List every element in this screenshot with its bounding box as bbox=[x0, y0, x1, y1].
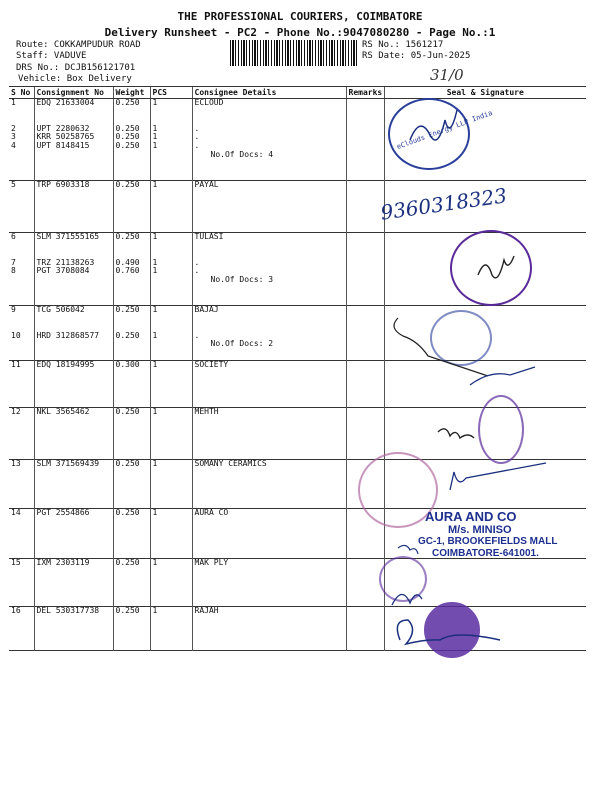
cell-seal-signature bbox=[384, 607, 586, 651]
cell-weight bbox=[113, 408, 150, 460]
cell-weight bbox=[113, 509, 150, 559]
cell-weight bbox=[113, 559, 150, 607]
cell-consignment bbox=[34, 361, 113, 408]
cell-consignee bbox=[192, 233, 346, 306]
aura-stamp-line2: M/s. MINISO bbox=[448, 524, 512, 536]
cell-line: MAK PLY bbox=[194, 558, 229, 567]
cell-sno bbox=[9, 509, 34, 559]
cell-line: . bbox=[194, 123, 200, 133]
cell-line: EDQ 21633004 bbox=[36, 98, 95, 107]
cell-line: RAJAH bbox=[194, 606, 219, 615]
cell-line bbox=[11, 108, 32, 117]
cell-line bbox=[116, 242, 148, 251]
cell-consignment bbox=[34, 460, 113, 509]
rs-date: RS Date: 05-Jun-2025 bbox=[362, 51, 471, 61]
aura-stamp-line1: AURA AND CO bbox=[425, 509, 517, 524]
cell-line: 1 bbox=[152, 305, 158, 314]
cell-pcs bbox=[150, 306, 192, 361]
makply-seal bbox=[379, 556, 427, 602]
cell-line: PGT 2554866 bbox=[36, 508, 90, 517]
cell-line bbox=[153, 242, 190, 251]
cell-line: HRD 312868577 bbox=[36, 330, 100, 340]
cell-line: 0.250 bbox=[115, 558, 140, 567]
cell-line bbox=[37, 108, 111, 117]
cell-line: 0.250 bbox=[115, 508, 140, 517]
cell-line bbox=[153, 116, 190, 125]
cell-line bbox=[195, 250, 344, 259]
cell-remarks bbox=[346, 181, 384, 233]
cell-line bbox=[116, 108, 148, 117]
cell-consignee bbox=[192, 306, 346, 361]
route-label: Route: COKKAMPUDUR ROAD bbox=[16, 40, 141, 50]
cell-line: 16 bbox=[11, 606, 21, 615]
cell-line: PAYAL bbox=[194, 180, 219, 189]
cell-line: 13 bbox=[11, 459, 21, 468]
cell-sno bbox=[9, 181, 34, 233]
col-consignee: Consignee Details bbox=[192, 87, 346, 99]
cell-consignment bbox=[34, 509, 113, 559]
cell-consignment bbox=[34, 559, 113, 607]
cell-line: TRZ 21138263 bbox=[36, 257, 95, 267]
cell-line: 1 bbox=[152, 360, 158, 369]
col-pcs: PCS bbox=[150, 87, 192, 99]
docs-count: No.Of Docs: 3 bbox=[210, 274, 274, 284]
cell-remarks bbox=[346, 99, 384, 181]
cell-line bbox=[153, 250, 190, 259]
cell-line: 0.250 bbox=[115, 330, 140, 340]
col-consignment: Consignment No bbox=[34, 87, 113, 99]
ecloud-seal-text: eClouds Energy LLP India bbox=[395, 108, 494, 152]
cell-consignee bbox=[192, 607, 346, 651]
cell-remarks bbox=[346, 306, 384, 361]
rajah-seal bbox=[424, 602, 480, 658]
cell-line: MEHTH bbox=[194, 407, 219, 416]
cell-consignment bbox=[34, 233, 113, 306]
cell-line: SOMANY CERAMICS bbox=[194, 459, 267, 468]
cell-line: 4 bbox=[11, 140, 16, 150]
cell-pcs bbox=[150, 509, 192, 559]
handwritten-count: 31/0 bbox=[430, 66, 464, 84]
tulasi-seal bbox=[450, 230, 532, 306]
cell-pcs bbox=[150, 460, 192, 509]
cell-line: 14 bbox=[11, 508, 21, 517]
cell-line: TRP 6903318 bbox=[36, 180, 90, 189]
ecloud-seal bbox=[388, 98, 494, 170]
cell-consignee bbox=[192, 509, 346, 559]
payal-phone-handwritten: 9360318323 bbox=[378, 183, 509, 225]
cell-line: 0.250 bbox=[115, 606, 140, 615]
cell-line: 1 bbox=[152, 558, 158, 567]
cell-line bbox=[11, 315, 32, 324]
cell-line: KRR 50258765 bbox=[36, 132, 95, 142]
cell-line bbox=[37, 242, 111, 251]
cell-line: 0.760 bbox=[115, 266, 140, 276]
cell-line: DEL 530317738 bbox=[36, 606, 100, 615]
cell-pcs bbox=[150, 559, 192, 607]
cell-sno bbox=[9, 361, 34, 408]
cell-line: 9 bbox=[11, 305, 16, 314]
cell-line: 1 bbox=[152, 123, 158, 133]
cell-line: 12 bbox=[11, 407, 21, 416]
cell-consignment bbox=[34, 181, 113, 233]
cell-line bbox=[153, 323, 190, 332]
runsheet-subtitle: Delivery Runsheet - PC2 - Phone No.:9047080280 - Page No.:1 bbox=[104, 26, 496, 39]
col-weight: Weight bbox=[113, 87, 150, 99]
cell-pcs bbox=[150, 233, 192, 306]
aura-stamp-line4: COIMBATORE-641001. bbox=[432, 548, 539, 559]
docs-count: No.Of Docs: 2 bbox=[210, 339, 274, 349]
cell-line: 11 bbox=[11, 360, 21, 369]
cell-line bbox=[11, 242, 32, 251]
cell-line: ECLOUD bbox=[194, 98, 224, 107]
bajaj-seal bbox=[430, 310, 492, 366]
cell-line: 8 bbox=[11, 266, 16, 276]
cell-line: SLM 371555165 bbox=[36, 232, 100, 241]
vehicle-label: Vehicle: Box Delivery bbox=[18, 74, 132, 84]
cell-line: 0.250 bbox=[115, 140, 140, 150]
cell-line: . bbox=[194, 257, 200, 267]
cell-line: 5 bbox=[11, 180, 16, 189]
cell-pcs bbox=[150, 408, 192, 460]
cell-consignee bbox=[192, 181, 346, 233]
docs-count: No.Of Docs: 4 bbox=[210, 149, 274, 159]
cell-consignment bbox=[34, 99, 113, 181]
cell-pcs bbox=[150, 607, 192, 651]
cell-seal-signature bbox=[384, 361, 586, 408]
table-row bbox=[9, 460, 586, 509]
cell-line bbox=[195, 108, 344, 117]
cell-line: . bbox=[194, 266, 200, 276]
cell-line: 0.490 bbox=[115, 257, 140, 267]
cell-line: . bbox=[194, 132, 200, 142]
cell-remarks bbox=[346, 607, 384, 651]
cell-line: TCG 506042 bbox=[36, 305, 85, 314]
cell-line: 1 bbox=[152, 257, 158, 267]
cell-line: . bbox=[194, 330, 200, 340]
cell-line: 0.250 bbox=[115, 232, 140, 241]
cell-line: 0.250 bbox=[115, 407, 140, 416]
cell-line: 0.250 bbox=[115, 459, 140, 468]
cell-line: 0.300 bbox=[115, 360, 140, 369]
cell-sno bbox=[9, 306, 34, 361]
cell-line: 0.250 bbox=[115, 98, 140, 107]
cell-line bbox=[153, 315, 190, 324]
cell-line: BAJAJ bbox=[194, 305, 219, 314]
cell-line: 0.250 bbox=[115, 305, 140, 314]
cell-line: NKL 3565462 bbox=[36, 407, 90, 416]
cell-weight bbox=[113, 99, 150, 181]
cell-weight bbox=[113, 181, 150, 233]
cell-line: EDQ 18194995 bbox=[36, 360, 95, 369]
cell-line: 15 bbox=[11, 558, 21, 567]
company-title: THE PROFESSIONAL COURIERS, COIMBATORE bbox=[177, 10, 423, 23]
runsheet-table bbox=[9, 86, 586, 651]
cell-line bbox=[195, 242, 344, 251]
cell-line: 6 bbox=[11, 232, 16, 241]
cell-line: 2 bbox=[11, 123, 16, 133]
table-header bbox=[9, 87, 586, 99]
cell-consignment bbox=[34, 408, 113, 460]
cell-line: 1 bbox=[152, 330, 158, 340]
cell-sno bbox=[9, 607, 34, 651]
cell-line: 1 bbox=[152, 508, 158, 517]
cell-pcs bbox=[150, 181, 192, 233]
table-row bbox=[9, 559, 586, 607]
cell-weight bbox=[113, 460, 150, 509]
cell-line: 3 bbox=[11, 132, 16, 142]
cell-consignee bbox=[192, 460, 346, 509]
cell-line: 10 bbox=[11, 330, 21, 340]
cell-line: . bbox=[194, 140, 200, 150]
col-sno: S No bbox=[9, 87, 34, 99]
cell-line: UPT 8148415 bbox=[36, 140, 90, 150]
cell-consignment bbox=[34, 306, 113, 361]
cell-consignee bbox=[192, 99, 346, 181]
cell-line: 1 bbox=[152, 232, 158, 241]
cell-line: UPT 2280632 bbox=[36, 123, 90, 133]
rs-number: RS No.: 1561217 bbox=[362, 40, 444, 50]
drs-label: DRS No.: DCJB156121701 bbox=[16, 63, 136, 73]
cell-sno bbox=[9, 408, 34, 460]
cell-line bbox=[153, 108, 190, 117]
cell-line: 0.250 bbox=[115, 132, 140, 142]
cell-weight bbox=[113, 306, 150, 361]
cell-consignment bbox=[34, 607, 113, 651]
cell-sno bbox=[9, 559, 34, 607]
cell-line: SLM 371569439 bbox=[36, 459, 100, 468]
cell-line: TULASI bbox=[194, 232, 224, 241]
cell-line: 1 bbox=[152, 266, 158, 276]
cell-line: 1 bbox=[152, 180, 158, 189]
cell-pcs bbox=[150, 361, 192, 408]
cell-line: IXM 2303119 bbox=[36, 558, 90, 567]
staff-label: Staff: VADUVE bbox=[16, 51, 87, 61]
cell-line: 0.250 bbox=[115, 123, 140, 133]
table-row bbox=[9, 607, 586, 651]
cell-line bbox=[195, 323, 344, 332]
cell-remarks bbox=[346, 361, 384, 408]
aura-stamp-line3: GC-1, BROOKEFIELDS MALL bbox=[418, 536, 558, 547]
cell-weight bbox=[113, 233, 150, 306]
cell-line: 1 bbox=[152, 606, 158, 615]
cell-line: 1 bbox=[152, 140, 158, 150]
cell-remarks bbox=[346, 233, 384, 306]
cell-sno bbox=[9, 460, 34, 509]
cell-line: 0.250 bbox=[115, 180, 140, 189]
cell-weight bbox=[113, 361, 150, 408]
cell-line: 1 bbox=[152, 98, 158, 107]
cell-line: 1 bbox=[152, 132, 158, 142]
cell-consignee bbox=[192, 559, 346, 607]
cell-line bbox=[195, 315, 344, 324]
cell-line: 1 bbox=[152, 407, 158, 416]
cell-consignee bbox=[192, 408, 346, 460]
cell-line: AURA CO bbox=[194, 508, 229, 517]
barcode bbox=[230, 40, 358, 66]
cell-line: 1 bbox=[152, 459, 158, 468]
cell-consignee bbox=[192, 361, 346, 408]
cell-pcs bbox=[150, 99, 192, 181]
cell-line bbox=[37, 315, 111, 324]
col-seal: Seal & Signature bbox=[384, 87, 586, 99]
cell-line bbox=[195, 116, 344, 125]
cell-weight bbox=[113, 607, 150, 651]
table-row bbox=[9, 306, 586, 361]
cell-line: PGT 3708084 bbox=[36, 266, 90, 276]
cell-remarks bbox=[346, 408, 384, 460]
table-row bbox=[9, 99, 586, 181]
cell-sno bbox=[9, 233, 34, 306]
cell-sno bbox=[9, 99, 34, 181]
cell-line: SOCIETY bbox=[194, 360, 229, 369]
mehth-seal bbox=[478, 395, 524, 464]
cell-line bbox=[116, 315, 148, 324]
cell-line: 7 bbox=[11, 257, 16, 267]
col-remarks: Remarks bbox=[346, 87, 384, 99]
cell-line: 1 bbox=[11, 98, 16, 107]
